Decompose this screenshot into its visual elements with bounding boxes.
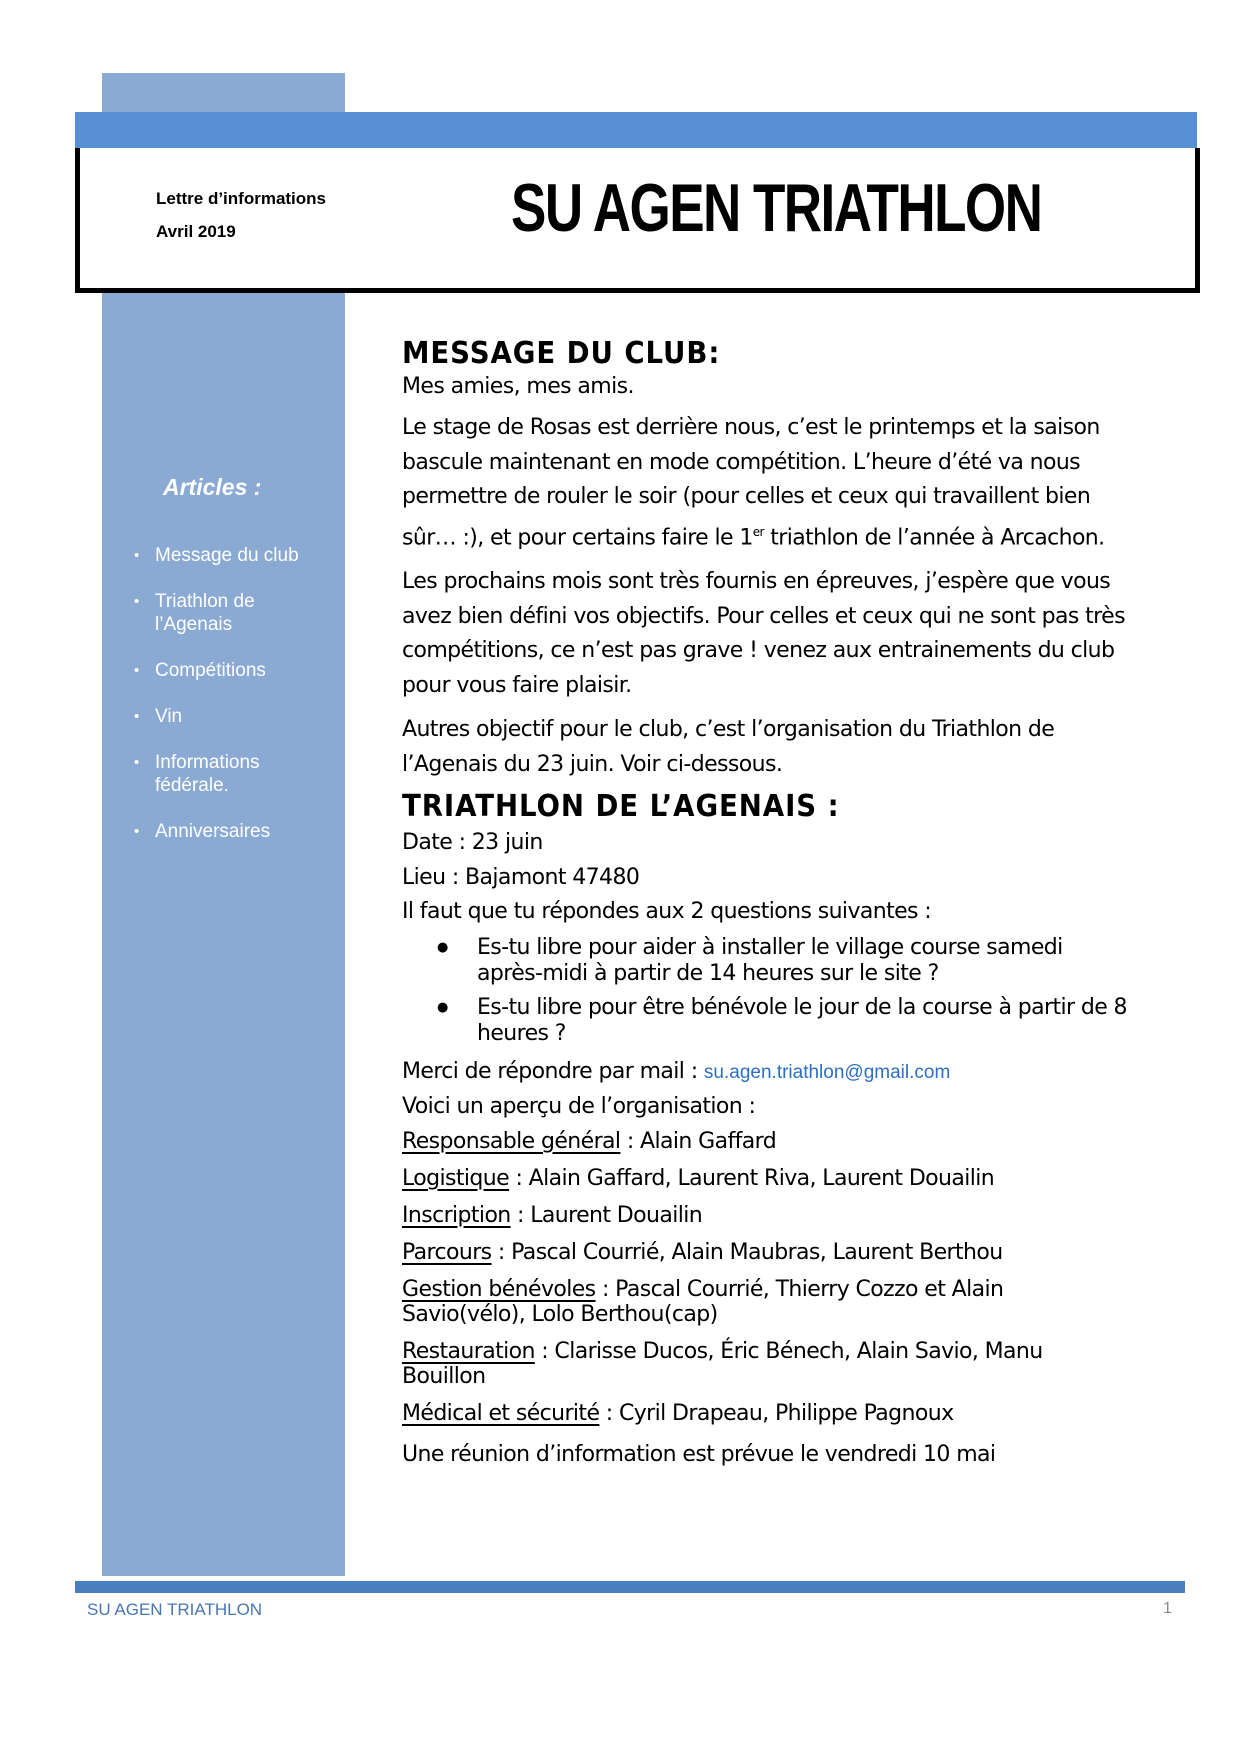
triathlon-heading: TRIATHLON DE L’AGENAIS : [402, 789, 840, 825]
article-item-triathlon-agenais[interactable]: • Triathlon de l’Agenais [134, 590, 334, 636]
article-item-message-du-club[interactable]: • Message du club [134, 544, 334, 567]
org-role: Logistique [402, 1165, 510, 1191]
org-people: : Clarisse Ducos, Éric Bénech, Alain Savio, Manu Bouillon [402, 1338, 1043, 1389]
masthead-title: SU AGEN TRIATHLON [511, 170, 1042, 246]
article-item-competitions[interactable]: • Compétitions [134, 659, 334, 682]
org-role: Médical et sécurité [402, 1400, 600, 1426]
org-role: Restauration [402, 1338, 535, 1364]
organisation-list [402, 1129, 1132, 1426]
org-row [402, 1401, 1132, 1426]
org-row [402, 1166, 1132, 1191]
footer-title: SU AGEN TRIATHLON [87, 1600, 263, 1619]
questions-intro: Il faut que tu répondes aux 2 questions suivantes : [402, 899, 932, 925]
org-row [402, 1277, 1132, 1327]
message-paragraph-1 [402, 411, 1132, 555]
footer-accent-bar [75, 1581, 1185, 1593]
organisation-intro: Voici un aperçu de l’organisation : [402, 1094, 756, 1120]
email-link[interactable]: su.agen.triathlon@gmail.com [703, 1061, 951, 1083]
org-people: : Pascal Courrié, Alain Maubras, Laurent Berthou [491, 1239, 1003, 1265]
reply-line [402, 1055, 1132, 1091]
articles-heading: Articles : [163, 474, 262, 500]
newsletter-label: Lettre d’informations [156, 189, 327, 208]
org-row [402, 1339, 1132, 1389]
org-role: Parcours [402, 1239, 492, 1265]
org-people: : Pascal Courrié, Thierry Cozzo et Alain Savio(vélo), Lolo Berthou(cap) [402, 1276, 1004, 1327]
main-content [402, 335, 1132, 1472]
org-row [402, 1203, 1132, 1228]
issue-date: Avril 2019 [156, 222, 236, 241]
masthead-subtitle [156, 182, 326, 248]
masthead [75, 148, 1200, 293]
paragraph-text: Le stage de Rosas est derrière nous, c’est le printemps et la saison bascule maintenant en mode compétition. L’heure d’été va nous permettre de rouler le soir (pour celles et ceux qui travaillent bien sûr… :), et pour certains faire le 1 [402, 415, 1100, 550]
org-people: : Laurent Douailin [510, 1202, 703, 1228]
articles-list [134, 544, 334, 866]
message-heading: MESSAGE DU CLUB: [402, 336, 721, 371]
org-row [402, 1129, 1132, 1154]
org-people: : Cyril Drapeau, Philippe Pagnoux [599, 1400, 954, 1426]
org-role: Inscription [402, 1202, 511, 1228]
question-item: ● Es-tu libre pour être bénévole le jour de la course à partir de 8 heures ? [402, 995, 1132, 1047]
questions-list [402, 935, 1132, 1047]
article-item-anniversaires[interactable]: • Anniversaires [134, 820, 334, 843]
page-number: 1 [1163, 1600, 1172, 1617]
message-paragraph-2: Les prochains mois sont très fournis en épreuves, j’espère que vous avez bien défini vos objectifs. Pour celles et ceux qui ne sont pas très compétitions, ce n’est pas grave ! venez aux entrainements du club pour vous faire plaisir. [402, 569, 1125, 698]
event-place: Lieu : Bajamont 47480 [402, 864, 640, 890]
event-date: Date : 23 juin [402, 830, 543, 856]
message-paragraph-3: Autres objectif pour le club, c’est l’organisation du Triathlon de l’Agenais du 23 juin. Voir ci-dessous. [402, 717, 1055, 777]
message-greeting: Mes amies, mes amis. [402, 374, 634, 399]
meeting-note: Une réunion d’information est prévue le vendredi 10 mai [402, 1441, 996, 1467]
org-role: Gestion bénévoles [402, 1276, 596, 1302]
org-role: Responsable général [402, 1128, 621, 1154]
org-row [402, 1240, 1132, 1265]
article-item-informations-federale[interactable]: • Informations fédérale. [134, 751, 334, 797]
article-item-vin[interactable]: • Vin [134, 705, 334, 728]
org-people: : Alain Gaffard, Laurent Riva, Laurent Douailin [509, 1165, 995, 1191]
question-item: ● Es-tu libre pour aider à installer le village course samedi après-midi à partir de 14 heures sur le site ? [402, 935, 1132, 987]
paragraph-text: triathlon de l’année à Arcachon. [763, 524, 1105, 550]
ordinal-superscript: er [752, 524, 764, 539]
reply-label: Merci de répondre par mail : [402, 1058, 704, 1084]
header-accent-bar [75, 112, 1197, 149]
org-people: : Alain Gaffard [620, 1128, 777, 1154]
